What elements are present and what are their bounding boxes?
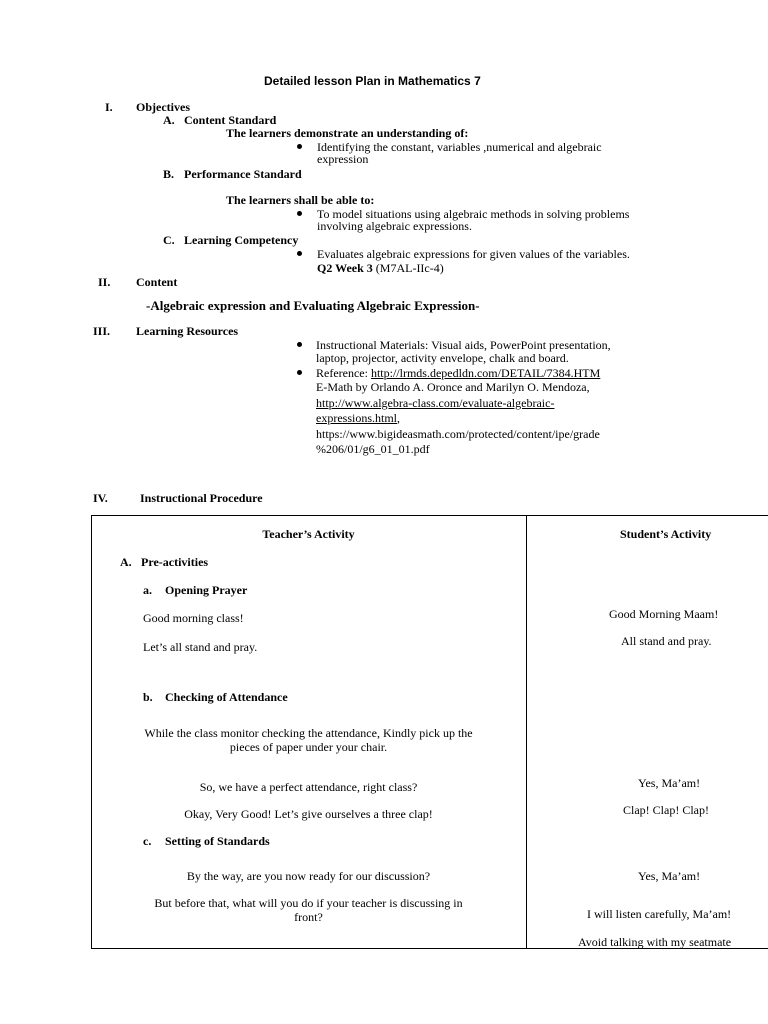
week-code: (M7AL-IIc-4) <box>372 261 444 275</box>
materials-line1: Instructional Materials: Visual aids, PowerPoint presentation, <box>316 338 611 352</box>
reference-line <box>316 366 600 381</box>
section-heading-learning-resources: Learning Resources <box>136 324 239 338</box>
section-numeral: IV. <box>93 491 108 505</box>
subsection-letter: C. <box>163 233 175 247</box>
week-line <box>317 261 444 276</box>
comma: , <box>397 411 400 425</box>
materials-line2: laptop, projector, activity envelope, chalk and board. <box>316 351 569 365</box>
student-line-greeting: Good Morning Maam! <box>609 607 719 621</box>
subsection-performance-standard: Performance Standard <box>184 167 302 181</box>
teacher-line-ready: By the way, are you now ready for our discussion? <box>186 869 431 883</box>
subsection-letter: A. <box>163 113 175 127</box>
student-line-avoid-talking: Avoid talking with my seatmate <box>578 935 732 949</box>
section-numeral: III. <box>93 324 111 338</box>
content-standard-bullet-line2: expression <box>317 152 369 166</box>
teacher-line-greeting: Good morning class! <box>143 611 244 625</box>
section-numeral: I. <box>105 100 113 114</box>
bullet-icon <box>297 370 302 375</box>
student-line-yes-2: Yes, Ma’am! <box>638 869 701 883</box>
teacher-activity-header: Teacher’s Activity <box>262 527 355 541</box>
teacher-line-pray: Let’s all stand and pray. <box>143 640 258 654</box>
subsection-letter: B. <box>163 167 175 181</box>
bullet-icon <box>297 211 302 216</box>
teacher-line-attendance-2: pieces of paper under your chair. <box>229 740 388 754</box>
subsection-content-standard: Content Standard <box>184 113 277 127</box>
reference-link-algebra-class[interactable]: http://www.algebra-class.com/evaluate-algebraic- <box>316 396 555 410</box>
standards-letter: c. <box>143 834 152 848</box>
teacher-line-before-that-1: But before that, what will you do if your teacher is discussing in <box>154 896 463 910</box>
learning-competency-bullet: Evaluates algebraic expressions for given values of the variables. <box>317 247 630 261</box>
standards-heading: Setting of Standards <box>165 834 270 848</box>
reference-link-bigideas: https://www.bigideasmath.com/protected/content/ipe/grade <box>316 427 600 441</box>
student-line-yes-1: Yes, Ma’am! <box>638 776 701 790</box>
opening-prayer-heading: Opening Prayer <box>165 583 248 597</box>
reference-book: E-Math by Orlando A. Oronce and Marilyn O. Mendoza, <box>316 380 590 394</box>
bullet-icon <box>297 251 302 256</box>
student-activity-header: Student’s Activity <box>620 527 712 541</box>
table-divider <box>526 515 527 949</box>
page-title: Detailed lesson Plan in Mathematics 7 <box>264 74 481 88</box>
student-line-clap: Clap! Clap! Clap! <box>623 803 709 817</box>
content-topic: -Algebraic expression and Evaluating Algebraic Expression- <box>146 298 480 313</box>
section-heading-content: Content <box>136 275 178 289</box>
section-numeral: II. <box>98 275 111 289</box>
teacher-line-before-that-2: front? <box>294 910 323 924</box>
attendance-letter: b. <box>143 690 153 704</box>
student-line-listen: I will listen carefully, Ma’am! <box>587 907 732 921</box>
reference-label: Reference: <box>316 366 371 380</box>
bullet-icon <box>297 144 302 149</box>
subsection-learning-competency: Learning Competency <box>184 233 299 247</box>
bullet-icon <box>297 342 302 347</box>
attendance-heading: Checking of Attendance <box>165 690 288 704</box>
reference-link-algebra-class-line2 <box>316 411 400 426</box>
student-line-pray: All stand and pray. <box>621 634 712 648</box>
performance-standard-bullet-line2: involving algebraic expressions. <box>317 219 472 233</box>
content-standard-intro: The learners demonstrate an understanding of: <box>226 126 469 140</box>
content-standard-bullet-line1: Identifying the constant, variables ,numerical and algebraic <box>317 140 602 154</box>
pre-activities-heading: Pre-activities <box>141 555 209 569</box>
reference-link-lrmds[interactable]: http://lrmds.depedldn.com/DETAIL/7384.HTM <box>370 366 601 380</box>
reference-link-algebra-class-cont[interactable]: expressions.html <box>316 411 397 425</box>
performance-standard-intro: The learners shall be able to: <box>226 193 375 207</box>
section-heading-instructional-procedure: Instructional Procedure <box>140 491 263 505</box>
section-heading-objectives: Objectives <box>136 100 190 114</box>
opening-prayer-letter: a. <box>143 583 152 597</box>
performance-standard-bullet-line1: To model situations using algebraic methods in solving problems <box>317 207 630 221</box>
week-label: Q2 Week 3 <box>317 261 373 275</box>
teacher-line-perfect-attendance: So, we have a perfect attendance, right class? <box>199 780 418 794</box>
pre-activities-letter: A. <box>120 555 132 569</box>
teacher-line-clap: Okay, Very Good! Let’s give ourselves a three clap! <box>184 807 433 821</box>
teacher-line-attendance-1: While the class monitor checking the attendance, Kindly pick up the <box>144 726 473 740</box>
reference-link-bigideas-line2: %206/01/g6_01_01.pdf <box>316 442 430 456</box>
